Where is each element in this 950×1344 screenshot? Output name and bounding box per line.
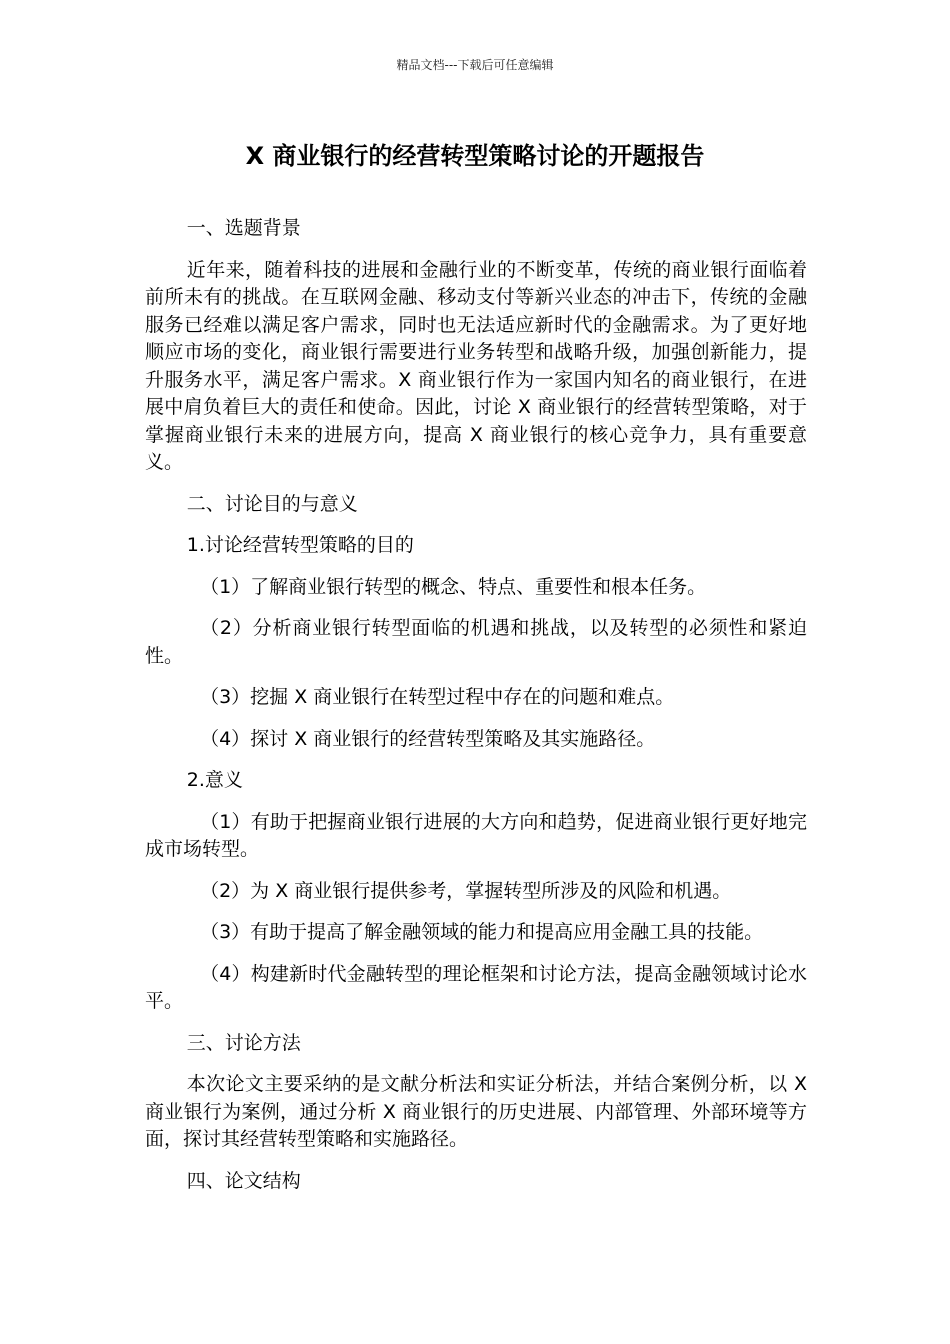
document-body xyxy=(145,215,807,1209)
document-title: X 商业银行的经营转型策略讨论的开题报告 xyxy=(245,142,705,170)
list-item: （4）构建新时代金融转型的理论框架和讨论方法，提高金融领域讨论水平。 xyxy=(145,962,807,1012)
section-heading-method: 三、讨论方法 xyxy=(186,1031,301,1054)
list-item: （1）有助于把握商业银行进展的大方向和趋势，促进商业银行更好地完成市场转型。 xyxy=(145,810,807,860)
section-heading-purpose: 二、讨论目的与意义 xyxy=(186,492,358,515)
list-item: （3）有助于提高了解金融领域的能力和提高应用金融工具的技能。 xyxy=(200,921,764,943)
subheading-significance: 2.意义 xyxy=(186,769,243,791)
list-item: （2）为 X 商业银行提供参考，掌握转型所涉及的风险和机遇。 xyxy=(200,879,732,902)
section-heading-structure: 四、论文结构 xyxy=(186,1169,301,1192)
list-item: （4）探讨 X 商业银行的经营转型策略及其实施路径。 xyxy=(200,727,656,750)
list-item: （2）分析商业银行转型面临的机遇和挑战，以及转型的必须性和紧迫性。 xyxy=(145,617,807,667)
subheading-purpose: 1.讨论经营转型策略的目的 xyxy=(186,534,414,556)
paragraph-background: 近年来，随着科技的进展和金融行业的不断变革，传统的商业银行面临着前所未有的挑战。在互联网金融、移动支付等新兴业态的冲击下，传统的金融服务已经难以满足客户需求，同时也无法适应新时代的金融需求。为了更好地顺应市场的变化，商业银行需要进行业务转型和战略升级，加强创新能力，提升服务水平，满足客户需求。X 商业银行作为一家国内知名的商业银行，在进展中肩负着巨大的责任和使命。因此，讨论 X 商业银行的经营转型策略，对于掌握商业银行未来的进展方向，提高 X 商业银行的核心竞争力，具有重要意义。 xyxy=(145,258,807,473)
paragraph-method: 本次论文主要采纳的是文献分析法和实证分析法，并结合案例分析，以 X 商业银行为案例，通过分析 X 商业银行的历史进展、内部管理、外部环境等方面，探讨其经营转型策略和实施路径。 xyxy=(145,1073,807,1150)
section-heading-background: 一、选题背景 xyxy=(186,217,301,239)
list-item: （3）挖掘 X 商业银行在转型过程中存在的问题和难点。 xyxy=(200,686,675,708)
list-item: （1）了解商业银行转型的概念、特点、重要性和根本任务。 xyxy=(200,575,707,598)
page-header-note: 精品文档---下载后可任意编辑 xyxy=(396,58,554,72)
